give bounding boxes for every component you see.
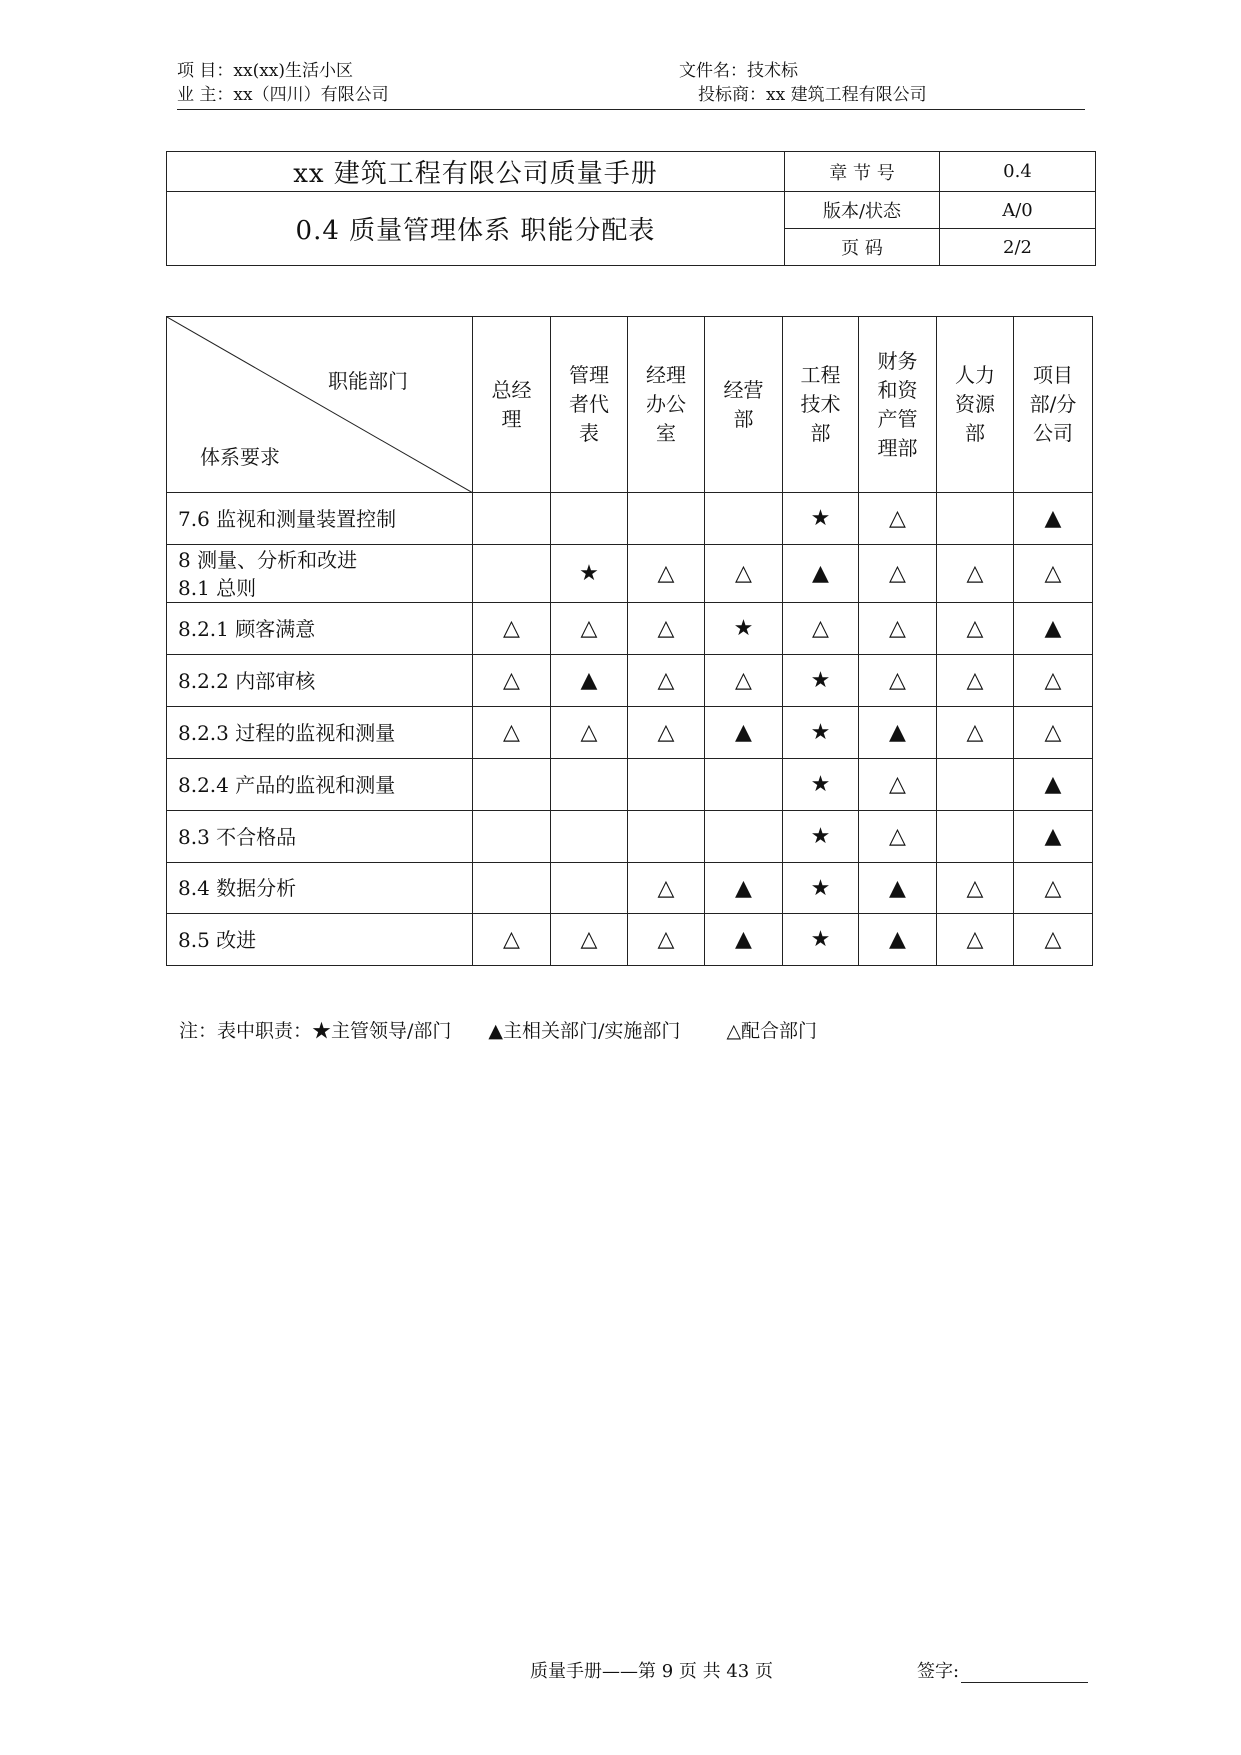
filled-triangle-icon: ▲ — [889, 720, 906, 745]
bidder-label: 投标商： — [698, 85, 766, 105]
requirement-label — [167, 759, 473, 811]
filled-triangle-icon: ▲ — [1044, 772, 1062, 797]
requirement-label-line: 8.3 不合格品 — [178, 824, 297, 849]
responsibility-cell — [705, 811, 783, 863]
title-block — [166, 151, 1096, 266]
dept-name — [783, 361, 858, 448]
dept-name-line: 资源 — [955, 392, 995, 416]
requirement-label — [167, 863, 473, 914]
responsibility-cell — [1014, 707, 1093, 759]
requirement-label — [167, 545, 473, 603]
hollow-triangle-icon: △ — [657, 561, 675, 586]
section-title: 0.4 质量管理体系 职能分配表 — [167, 192, 785, 266]
corner-dept-label: 职能部门 — [328, 369, 408, 393]
responsibility-cell — [551, 545, 628, 603]
filled-triangle-icon: ▲ — [1044, 824, 1062, 849]
star-icon: ★ — [810, 506, 831, 531]
dept-name-line: 办公 — [646, 392, 686, 416]
header-bidder — [698, 84, 927, 106]
table-row — [167, 707, 1093, 759]
filled-triangle-icon: ▲ — [812, 561, 829, 586]
responsibility-cell — [859, 914, 937, 966]
dept-name-line: 理部 — [877, 435, 918, 460]
filled-triangle-icon: ▲ — [889, 927, 906, 952]
hollow-triangle-icon: △ — [580, 720, 598, 745]
page-value: 2/2 — [940, 229, 1096, 266]
star-icon: ★ — [810, 824, 831, 849]
responsibility-cell — [551, 914, 628, 966]
hollow-triangle-icon: △ — [735, 561, 752, 586]
responsibility-cell — [859, 707, 937, 759]
requirement-label-line: 8.2.2 内部审核 — [178, 668, 316, 693]
filled-triangle-icon: ▲ — [1044, 616, 1062, 641]
dept-name-line: 技术 — [800, 392, 841, 416]
responsibility-cell — [628, 759, 705, 811]
responsibility-cell — [783, 655, 859, 707]
star-icon: ★ — [579, 561, 599, 586]
requirement-label — [167, 603, 473, 655]
hollow-triangle-icon: △ — [812, 616, 829, 641]
responsibility-cell — [859, 811, 937, 863]
hollow-triangle-icon: △ — [580, 616, 598, 641]
responsibility-matrix — [166, 316, 1093, 966]
file-label: 文件名： — [679, 61, 747, 81]
responsibility-cell — [551, 863, 628, 914]
responsibility-cell — [1014, 655, 1093, 707]
table-row — [167, 914, 1093, 966]
hollow-triangle-icon: △ — [966, 561, 984, 586]
responsibility-cell — [551, 493, 628, 545]
filled-triangle-icon: ▲ — [735, 927, 752, 952]
responsibility-cell — [628, 863, 705, 914]
dept-header-3 — [628, 317, 705, 493]
responsibility-cell — [937, 863, 1014, 914]
responsibility-cell — [937, 759, 1014, 811]
responsibility-cell — [783, 707, 859, 759]
dept-header-8 — [1014, 317, 1093, 493]
responsibility-cell — [473, 863, 551, 914]
dept-header-7 — [937, 317, 1014, 493]
requirement-label-line: 8.1 总则 — [178, 575, 257, 600]
dept-name-line: 表 — [579, 421, 599, 445]
responsibility-cell — [628, 603, 705, 655]
requirement-label-line: 8.2.4 产品的监视和测量 — [178, 772, 396, 797]
hollow-triangle-icon: △ — [889, 561, 906, 586]
legend-note — [179, 1016, 817, 1043]
responsibility-cell — [705, 545, 783, 603]
footer-page-info: 质量手册——第 9 页 共 43 页 — [530, 1661, 773, 1682]
responsibility-cell — [1014, 863, 1093, 914]
responsibility-cell — [783, 811, 859, 863]
dept-name — [628, 361, 704, 448]
bidder-value: xx 建筑工程有限公司 — [766, 85, 927, 105]
requirement-label — [167, 707, 473, 759]
requirement-label-line: 8.2.3 过程的监视和测量 — [178, 720, 396, 745]
responsibility-cell — [705, 759, 783, 811]
hollow-triangle-icon: △ — [889, 772, 906, 797]
responsibility-cell — [473, 811, 551, 863]
table-row — [167, 863, 1093, 914]
dept-name-line: 公司 — [1033, 421, 1073, 445]
matrix-corner-cell — [167, 317, 473, 493]
table-row — [167, 759, 1093, 811]
dept-name — [551, 361, 627, 448]
hollow-triangle-icon: △ — [1044, 720, 1062, 745]
responsibility-cell — [859, 759, 937, 811]
responsibility-cell — [859, 493, 937, 545]
star-icon: ★ — [810, 772, 831, 797]
requirement-label — [167, 493, 473, 545]
page-label: 页 码 — [785, 229, 940, 266]
dept-name-line: 部 — [810, 421, 831, 445]
hollow-triangle-icon: △ — [889, 668, 906, 693]
note-item-hollow-triangle: △配合部门 — [726, 1020, 818, 1042]
responsibility-cell — [551, 759, 628, 811]
responsibility-cell — [1014, 603, 1093, 655]
project-value: xx(xx)生活小区 — [233, 61, 354, 81]
responsibility-cell — [705, 493, 783, 545]
table-row — [167, 655, 1093, 707]
requirement-label-line: 8.2.1 顾客满意 — [178, 616, 316, 641]
responsibility-cell — [783, 493, 859, 545]
responsibility-cell — [473, 914, 551, 966]
star-icon: ★ — [810, 927, 831, 952]
responsibility-cell — [859, 863, 937, 914]
dept-name-line: 财务 — [877, 348, 918, 373]
hollow-triangle-icon: △ — [503, 720, 520, 745]
requirement-label — [167, 811, 473, 863]
matrix-header-row — [167, 317, 1093, 493]
responsibility-cell — [551, 655, 628, 707]
responsibility-cell — [1014, 914, 1093, 966]
corner-requirement-label: 体系要求 — [200, 445, 280, 469]
dept-name-line: 经营 — [723, 377, 764, 402]
responsibility-cell — [705, 914, 783, 966]
responsibility-cell — [705, 863, 783, 914]
responsibility-cell — [1014, 493, 1093, 545]
responsibility-cell — [628, 811, 705, 863]
star-icon: ★ — [810, 720, 831, 745]
responsibility-cell — [551, 811, 628, 863]
dept-name-line: 部 — [965, 421, 985, 445]
hollow-triangle-icon: △ — [580, 927, 598, 952]
responsibility-cell — [705, 603, 783, 655]
filled-triangle-icon: ▲ — [735, 720, 752, 745]
hollow-triangle-icon: △ — [966, 720, 984, 745]
responsibility-cell — [1014, 811, 1093, 863]
responsibility-cell — [551, 603, 628, 655]
dept-name-line: 室 — [656, 421, 676, 445]
responsibility-cell — [937, 811, 1014, 863]
responsibility-cell — [1014, 759, 1093, 811]
dept-name-line: 和资 — [877, 377, 918, 402]
hollow-triangle-icon: △ — [657, 720, 675, 745]
dept-header-6 — [859, 317, 937, 493]
hollow-triangle-icon: △ — [503, 668, 520, 693]
responsibility-cell — [705, 655, 783, 707]
dept-name-line: 部 — [733, 406, 754, 431]
responsibility-cell — [937, 545, 1014, 603]
responsibility-cell — [859, 655, 937, 707]
dept-name — [937, 361, 1013, 448]
dept-name-line: 部/分 — [1029, 392, 1077, 416]
requirement-label-line: 8 测量、分析和改进 — [178, 547, 358, 572]
dept-name-line: 经理 — [646, 363, 686, 387]
responsibility-cell — [937, 914, 1014, 966]
dept-header-1 — [473, 317, 551, 493]
responsibility-cell — [937, 655, 1014, 707]
owner-value: xx（四川）有限公司 — [233, 85, 389, 105]
table-row — [167, 603, 1093, 655]
responsibility-cell — [937, 707, 1014, 759]
hollow-triangle-icon: △ — [1044, 668, 1062, 693]
responsibility-cell — [628, 914, 705, 966]
hollow-triangle-icon: △ — [735, 668, 752, 693]
responsibility-cell — [859, 603, 937, 655]
hollow-triangle-icon: △ — [966, 927, 984, 952]
owner-label: 业 主： — [177, 85, 234, 105]
hollow-triangle-icon: △ — [889, 506, 906, 531]
responsibility-cell — [473, 545, 551, 603]
responsibility-cell — [473, 493, 551, 545]
responsibility-cell — [783, 545, 859, 603]
hollow-triangle-icon: △ — [657, 927, 675, 952]
filled-triangle-icon: ▲ — [580, 668, 598, 693]
dept-name-line: 产管 — [877, 406, 918, 431]
chapter-value: 0.4 — [940, 152, 1096, 192]
version-label: 版本/状态 — [785, 192, 940, 229]
hollow-triangle-icon: △ — [503, 616, 520, 641]
responsibility-cell — [859, 545, 937, 603]
requirement-label-line: 8.5 改进 — [178, 927, 257, 952]
dept-name — [705, 376, 782, 434]
star-icon: ★ — [810, 875, 831, 901]
responsibility-cell — [1014, 545, 1093, 603]
dept-name — [859, 347, 936, 463]
hollow-triangle-icon: △ — [503, 927, 520, 952]
hollow-triangle-icon: △ — [657, 616, 675, 641]
responsibility-cell — [705, 707, 783, 759]
responsibility-cell — [628, 493, 705, 545]
hollow-triangle-icon: △ — [1044, 561, 1062, 586]
filled-triangle-icon: ▲ — [1044, 506, 1062, 531]
table-row — [167, 545, 1093, 603]
filled-triangle-icon: ▲ — [735, 875, 752, 901]
dept-header-2 — [551, 317, 628, 493]
hollow-triangle-icon: △ — [657, 875, 675, 901]
requirement-label — [167, 655, 473, 707]
responsibility-cell — [783, 603, 859, 655]
responsibility-cell — [783, 914, 859, 966]
requirement-label — [167, 914, 473, 966]
manual-title: xx 建筑工程有限公司质量手册 — [167, 152, 785, 192]
hollow-triangle-icon: △ — [1044, 927, 1062, 952]
header-project — [177, 60, 353, 82]
requirement-label-line: 8.4 数据分析 — [178, 876, 297, 900]
version-value: A/0 — [940, 192, 1096, 229]
hollow-triangle-icon: △ — [1044, 875, 1062, 901]
table-row — [167, 811, 1093, 863]
hollow-triangle-icon: △ — [966, 668, 984, 693]
star-icon: ★ — [733, 616, 754, 641]
project-label: 项 目： — [177, 61, 234, 81]
signature-line — [961, 1664, 1088, 1683]
responsibility-cell — [473, 603, 551, 655]
star-icon: ★ — [810, 668, 831, 693]
hollow-triangle-icon: △ — [889, 616, 906, 641]
hollow-triangle-icon: △ — [889, 824, 906, 849]
responsibility-cell — [783, 863, 859, 914]
dept-name-line: 项目 — [1033, 363, 1073, 387]
note-prefix: 注：表中职责： — [179, 1020, 313, 1042]
responsibility-cell — [551, 707, 628, 759]
dept-name-line: 总经 — [491, 377, 532, 402]
dept-name-line: 理 — [501, 406, 522, 431]
header-file — [679, 60, 798, 82]
note-item-star: ★主管领导/部门 — [312, 1020, 452, 1042]
footer-signature — [917, 1657, 1088, 1683]
dept-name-line: 工程 — [800, 363, 841, 387]
chapter-label: 章 节 号 — [785, 152, 940, 192]
dept-name-line: 人力 — [955, 363, 995, 387]
hollow-triangle-icon: △ — [966, 616, 984, 641]
header-owner — [177, 84, 389, 106]
dept-header-4 — [705, 317, 783, 493]
dept-name — [473, 376, 550, 434]
dept-name — [1014, 361, 1092, 448]
dept-name-line: 者代 — [569, 392, 609, 416]
responsibility-cell — [473, 707, 551, 759]
signature-label: 签字: — [917, 1661, 960, 1682]
responsibility-cell — [628, 655, 705, 707]
note-item-triangle: ▲主相关部门/实施部门 — [488, 1020, 681, 1042]
hollow-triangle-icon: △ — [966, 875, 984, 901]
responsibility-cell — [473, 759, 551, 811]
requirement-label-line: 7.6 监视和测量装置控制 — [178, 506, 397, 531]
responsibility-cell — [937, 603, 1014, 655]
filled-triangle-icon: ▲ — [889, 875, 906, 901]
responsibility-cell — [937, 493, 1014, 545]
responsibility-cell — [473, 655, 551, 707]
responsibility-cell — [628, 707, 705, 759]
hollow-triangle-icon: △ — [657, 668, 675, 693]
dept-header-5 — [783, 317, 859, 493]
responsibility-cell — [783, 759, 859, 811]
responsibility-cell — [628, 545, 705, 603]
header-rule — [177, 109, 1085, 110]
file-value: 技术标 — [747, 61, 798, 81]
dept-name-line: 管理 — [569, 363, 609, 387]
table-row — [167, 493, 1093, 545]
